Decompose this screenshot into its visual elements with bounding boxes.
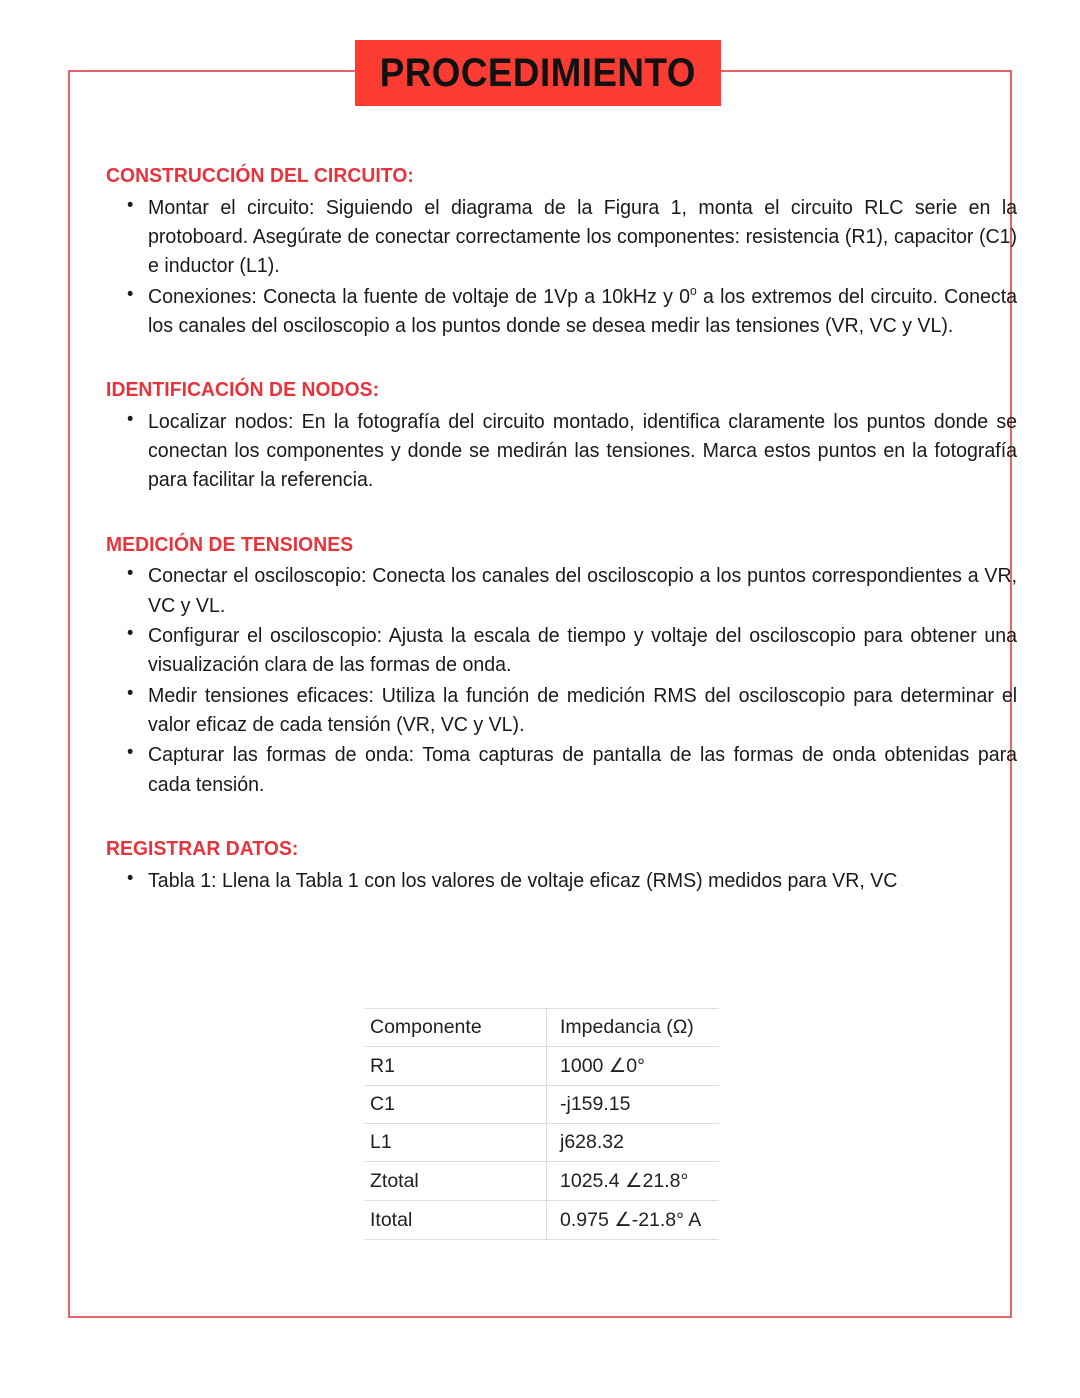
table-cell-component: Ztotal — [365, 1162, 547, 1201]
list-item — [106, 621, 1017, 680]
table-cell-impedance: 0.975 ∠-21.8° A — [547, 1201, 720, 1240]
table-cell-component: L1 — [365, 1124, 547, 1162]
page-title: PROCEDIMIENTO — [379, 50, 697, 95]
list-item-text: Localizar nodos: En la fotografía del circuito montado, identifica claramente los puntos donde se conectan los componentes y donde se medirán las tensiones. Marca estos puntos en la fotografía para facilitar la referencia. — [148, 409, 1018, 492]
table-header-impedancia: Impedancia (Ω) — [547, 1009, 720, 1047]
list-item-text: Conectar el osciloscopio: Conecta los canales del osciloscopio a los puntos correspondientes a VR, VC y VL. — [148, 564, 1018, 617]
section-heading: REGISTRAR DATOS: — [106, 836, 299, 860]
section-medicion-de-tensiones — [106, 532, 1018, 799]
section-spacer — [106, 496, 976, 532]
list-item — [106, 561, 1017, 620]
bullet-list — [106, 866, 976, 895]
list-item-text: Medir tensiones eficaces: Utiliza la función de medición RMS del osciloscopio para determinar el valor eficaz de cada tensión (VR, VC y VL). — [148, 683, 1018, 736]
bullet-list — [106, 407, 1018, 495]
table-cell-impedance: j628.32 — [547, 1124, 720, 1162]
list-item — [106, 193, 1017, 281]
list-item — [106, 407, 1017, 495]
list-item — [106, 866, 1017, 895]
list-item-text: Capturar las formas de onda: Toma capturas de pantalla de las formas de onda obtenidas para cada tensión. — [148, 743, 1018, 796]
table-cell-impedance: -j159.15 — [547, 1086, 720, 1124]
table-row — [365, 1086, 719, 1124]
list-item — [106, 282, 1017, 341]
list-item-text: Conexiones: Conecta la fuente de voltaje de 1Vp a 10kHz y 0$^o$ a los extremos del circuito. Conecta los canales del osciloscopio a los puntos donde se desea medir las tensiones (VR, VC y VL). — [148, 282, 1018, 337]
table-row — [365, 1162, 719, 1201]
section-spacer — [106, 800, 976, 836]
section-spacer — [106, 341, 976, 377]
list-item-text: Montar el circuito: Siguiendo el diagrama de la Figura 1, monta el circuito RLC serie en la protoboard. Asegúrate de conectar correctamente los componentes: resistencia (R1), capacitor (C1) e inductor (L1). — [148, 195, 1018, 278]
section-registrar-datos — [106, 836, 976, 895]
table-header-row — [365, 1009, 719, 1047]
section-heading: MEDICIÓN DE TENSIONES — [106, 532, 354, 556]
list-item-text: Configurar el osciloscopio: Ajusta la escala de tiempo y voltaje del osciloscopio para obtener una visualización clara de las formas de onda. — [148, 624, 1018, 677]
section-construccion-del-circuito — [106, 163, 1018, 340]
section-heading: CONSTRUCCIÓN DEL CIRCUITO: — [106, 164, 414, 187]
table-header-componente: Componente — [365, 1009, 547, 1047]
section-identificacion-de-nodos — [106, 377, 1018, 495]
table-cell-impedance: 1000 ∠0° — [547, 1047, 720, 1086]
list-item — [106, 681, 1017, 740]
table-cell-component: C1 — [365, 1086, 547, 1124]
table-row — [365, 1124, 719, 1162]
document-body — [106, 163, 1018, 896]
table-row — [365, 1201, 719, 1240]
table-cell-component: Itotal — [365, 1201, 547, 1240]
impedance-table-container — [365, 1008, 719, 1240]
table-cell-component: R1 — [365, 1047, 547, 1086]
list-item-text: Tabla 1: Llena la Tabla 1 con los valores de voltaje eficaz (RMS) medidos para VR, VC — [148, 868, 898, 892]
section-heading: IDENTIFICACIÓN DE NODOS: — [106, 378, 380, 402]
table-cell-impedance: 1025.4 ∠21.8° — [547, 1162, 720, 1201]
list-item — [106, 740, 1017, 799]
table-row — [365, 1047, 719, 1086]
page-title-banner — [355, 40, 721, 106]
bullet-list — [106, 561, 1018, 799]
bullet-list — [106, 193, 1018, 341]
impedance-table — [365, 1008, 719, 1240]
